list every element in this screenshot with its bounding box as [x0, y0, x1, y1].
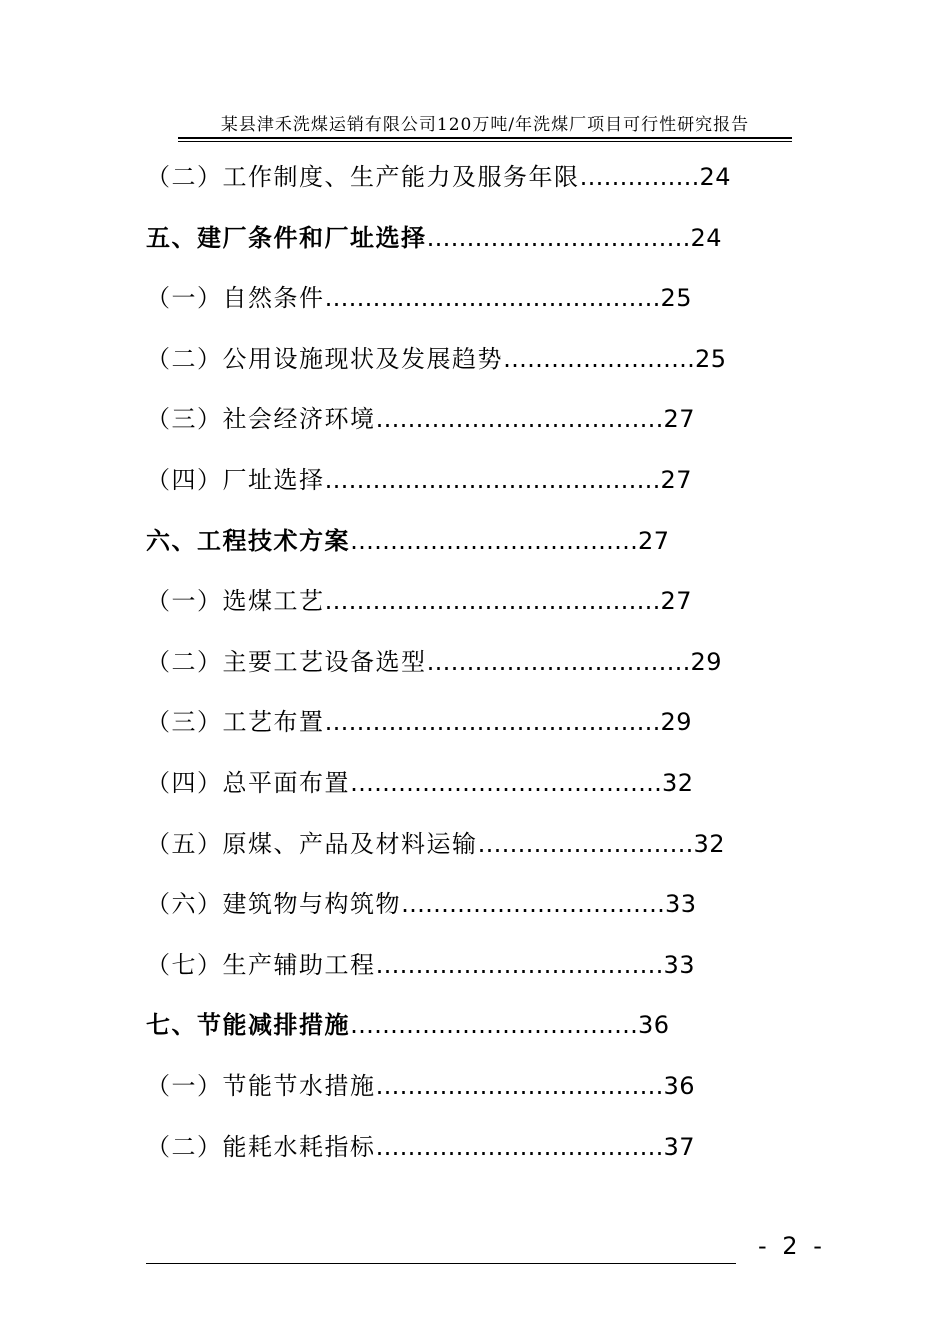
toc-subsection-entry[interactable] [146, 702, 786, 763]
footer-rule [146, 1263, 736, 1264]
toc-subsection-entry[interactable] [146, 824, 786, 885]
toc-page-number: 36 [663, 1071, 696, 1100]
toc-dot-leader: …………………………… [401, 890, 665, 919]
toc-page-number: 33 [665, 890, 697, 919]
toc-page-number: 29 [660, 708, 693, 737]
toc-page-number: 27 [660, 587, 693, 616]
toc-subsection-entry[interactable] [146, 642, 786, 703]
toc-entry-title: （三）工艺布置 [146, 708, 325, 737]
toc-page-number: 27 [663, 405, 696, 434]
toc-subsection-entry[interactable] [146, 945, 786, 1006]
toc-entry-title: （七）生产辅助工程 [146, 950, 376, 979]
toc-dot-leader: …………………… [503, 344, 695, 373]
toc-subsection-entry[interactable] [146, 581, 786, 642]
toc-dot-leader: …………………………… [426, 647, 691, 676]
toc-page-number: 37 [663, 1132, 696, 1161]
toc-page-number: 32 [693, 829, 726, 858]
toc-dot-leader: ……………………………… [350, 1011, 638, 1040]
header-rule-thin [178, 141, 792, 142]
toc-entry-title: （二）能耗水耗指标 [146, 1132, 376, 1161]
toc-dot-leader: …………………………………… [324, 708, 661, 737]
toc-page-number: 32 [662, 768, 694, 797]
toc-entry-title: （二）工作制度、生产能力及服务年限 [146, 163, 580, 191]
toc-entry-title: 五、建厂条件和厂址选择 [146, 223, 427, 252]
toc-dot-leader: ……………………………… [375, 950, 664, 979]
toc-page-number: 27 [660, 465, 693, 494]
toc-subsection-entry[interactable] [146, 399, 786, 460]
toc-subsection-entry[interactable] [146, 884, 786, 945]
toc-page-number: 27 [638, 526, 670, 555]
page-number: - 2 - [758, 1232, 826, 1260]
toc-page-number: 36 [638, 1011, 670, 1040]
toc-entry-title: （三）社会经济环境 [146, 405, 376, 434]
toc-section-entry[interactable] [146, 1005, 786, 1066]
toc-entry-title: （五）原煤、产品及材料运输 [146, 829, 478, 858]
toc-entry-title: （四）总平面布置 [146, 768, 350, 797]
toc-dot-leader: ………………………………… [350, 768, 662, 797]
toc-entry-title: 七、节能减排措施 [146, 1011, 350, 1040]
toc-dot-leader: ……………………………… [375, 1132, 664, 1161]
toc-page-number: 24 [699, 163, 732, 191]
toc-subsection-entry[interactable] [146, 460, 786, 521]
toc-entry-title: （六）建筑物与构筑物 [146, 890, 401, 919]
toc-entry-title: （一）选煤工艺 [146, 587, 325, 616]
toc-section-entry[interactable] [146, 218, 786, 279]
toc-entry-title: （一）节能节水措施 [146, 1071, 376, 1100]
toc-entry-title: （二）公用设施现状及发展趋势 [146, 344, 503, 373]
toc-dot-leader: …………………………………… [324, 465, 661, 494]
toc-page-number: 24 [690, 223, 723, 252]
toc-page-number: 25 [660, 284, 693, 313]
toc-section-entry[interactable] [146, 521, 786, 582]
toc-entry-title: （四）厂址选择 [146, 465, 325, 494]
toc-entry-title: 六、工程技术方案 [146, 526, 350, 555]
toc-page-number: 29 [690, 647, 723, 676]
toc-dot-leader: …………………………………… [324, 284, 661, 313]
toc-entry-title: （一）自然条件 [146, 284, 325, 313]
toc-dot-leader: …………… [579, 163, 700, 191]
toc-dot-leader: ……………………………… [350, 526, 638, 555]
toc-subsection-entry[interactable] [146, 339, 786, 400]
toc-subsection-entry[interactable] [146, 763, 786, 824]
table-of-contents [146, 157, 786, 1187]
toc-page-number: 25 [695, 344, 727, 373]
toc-dot-leader: …………………………… [426, 223, 691, 252]
toc-subsection-entry[interactable] [146, 278, 786, 339]
header-rule [178, 137, 792, 139]
toc-entry-title: （二）主要工艺设备选型 [146, 647, 427, 676]
toc-subsection-entry[interactable] [146, 1066, 786, 1127]
toc-page-number: 33 [663, 950, 696, 979]
toc-subsection-entry[interactable] [146, 1127, 786, 1188]
page-header: 某县津禾洗煤运销有限公司120万吨/年洗煤厂项目可行性研究报告 [220, 115, 750, 135]
toc-dot-leader: ……………………………… [375, 405, 664, 434]
toc-dot-leader: …………………………………… [324, 587, 661, 616]
toc-subsection-entry[interactable] [146, 157, 786, 218]
toc-dot-leader: ……………………… [477, 829, 694, 858]
toc-dot-leader: ……………………………… [375, 1071, 664, 1100]
